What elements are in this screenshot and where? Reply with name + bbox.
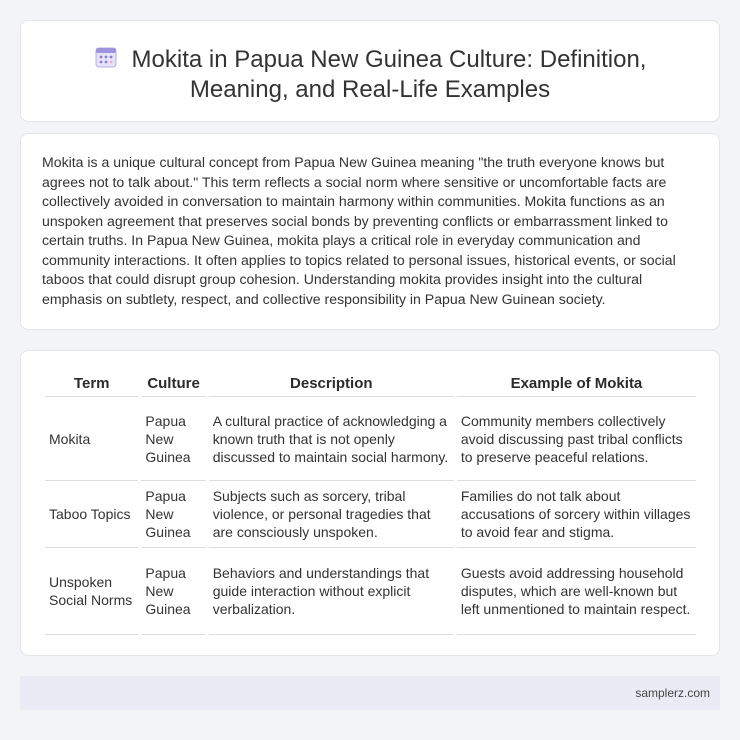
title-card (20, 20, 720, 122)
header-description: Description (209, 373, 454, 397)
cell-culture: Papua New Guinea (141, 481, 205, 548)
cell-description: Behaviors and understandings that guide interaction without explicit verbalization. (209, 548, 454, 635)
cell-term: Mokita (45, 397, 138, 481)
cell-example: Community members collectively avoid discussing past tribal conflicts to preserve peaceful relations. (457, 397, 696, 481)
table-row (45, 397, 696, 481)
cell-culture: Papua New Guinea (141, 548, 205, 635)
header-culture: Culture (141, 373, 205, 397)
cell-description: A cultural practice of acknowledging a known truth that is not openly discussed to maintain social harmony. (209, 397, 454, 481)
page-title (21, 45, 719, 105)
cell-culture: Papua New Guinea (141, 397, 205, 481)
footer-bar (20, 676, 720, 710)
cell-example: Families do not talk about accusations of sorcery within villages to avoid fear and stigma. (457, 481, 696, 548)
mokita-table (42, 373, 699, 635)
cell-term: Unspoken Social Norms (45, 548, 138, 635)
cell-term: Taboo Topics (45, 481, 138, 548)
table-card (20, 350, 720, 656)
table-header-row (45, 373, 696, 397)
intro-card (20, 133, 720, 330)
intro-paragraph: Mokita is a unique cultural concept from Papua New Guinea meaning "the truth everyone knows but agrees not to talk about." This term reflects a social norm where sensitive or uncomfortable facts are collectively avoided in conversation to maintain harmony within communities. Mokita functions as an unspoken agreement that preserves social bonds by preventing conflicts or embarrassment linked to certain truths. In Papua New Guinea, mokita plays a critical role in everyday communication and community interactions. It often applies to topics related to personal issues, historical events, or social taboos that could disrupt group cohesion. Understanding mokita provides insight into the cultural emphasis on subtlety, respect, and collective responsibility in Papua New Guinean society. (42, 154, 676, 307)
page-title-text: Mokita in Papua New Guinea Culture: Definition, Meaning, and Real-Life Examples (131, 46, 647, 103)
cell-description: Subjects such as sorcery, tribal violence, or personal tragedies that are consciously unspoken. (209, 481, 454, 548)
calendar-grid-icon (94, 45, 118, 69)
cell-example: Guests avoid addressing household disputes, which are well-known but left unmentioned to maintain respect. (457, 548, 696, 635)
table-row (45, 481, 696, 548)
header-term: Term (45, 373, 138, 397)
header-example: Example of Mokita (457, 373, 696, 397)
footer-site-link[interactable]: samplerz.com (635, 686, 710, 700)
table-row (45, 548, 696, 635)
